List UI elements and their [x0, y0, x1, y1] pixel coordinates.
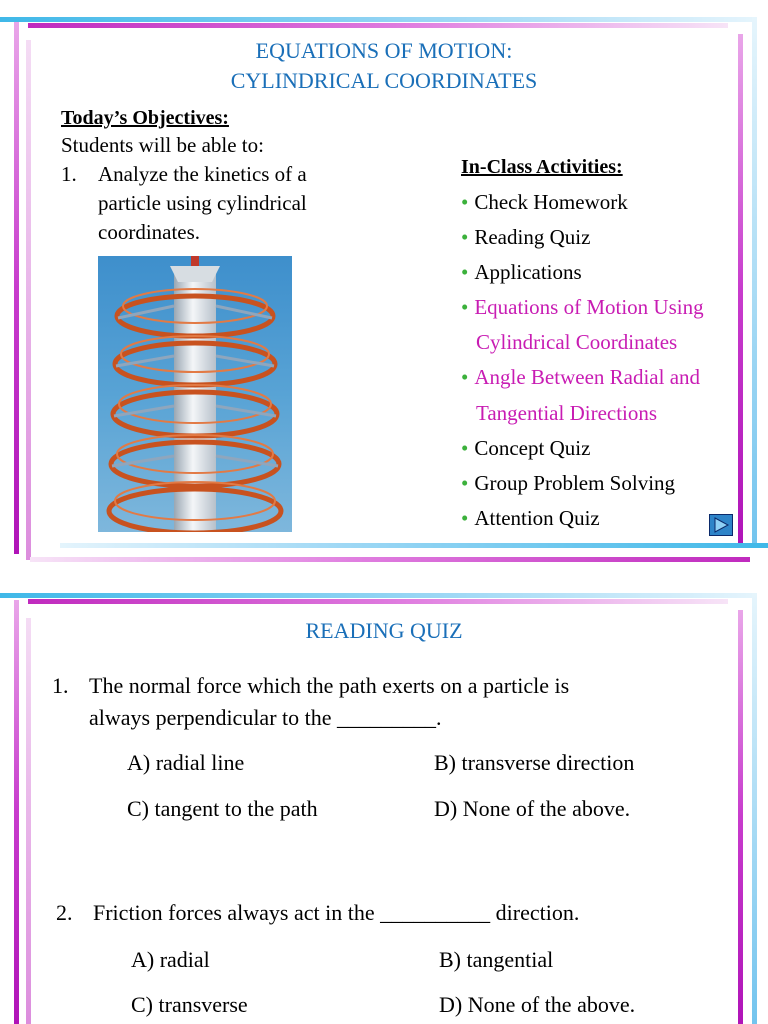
top-border-blue — [0, 593, 752, 598]
activity-item-highlighted: • Equations of Motion Using — [461, 295, 704, 319]
answer-option: B) tangential — [439, 947, 554, 972]
activity-item-highlighted: • Angle Between Radial and — [461, 365, 701, 389]
answer-option: D) None of the above. — [434, 796, 631, 821]
activity-item-continuation: Tangential Directions — [476, 401, 658, 425]
activity-item: • Reading Quiz — [461, 225, 591, 249]
bullet-icon: • — [461, 436, 469, 460]
left-border-pink — [14, 600, 19, 1024]
question-text: The normal force which the path exerts on a particle is — [89, 673, 570, 698]
right-border-pink — [738, 34, 743, 546]
slide-title-line2: CYLINDRICAL COORDINATES — [230, 68, 538, 93]
bottom-border-pink — [30, 557, 750, 562]
top-border-pink — [28, 23, 728, 28]
objective-line: Analyze the kinetics of a — [98, 162, 307, 186]
answer-option: C) transverse — [131, 992, 248, 1017]
spiral-tower-photo — [98, 256, 292, 532]
answer-option: A) radial — [131, 947, 210, 972]
top-border-blue — [0, 17, 752, 22]
answer-option: B) transverse direction — [434, 750, 635, 775]
left-border-light — [26, 40, 31, 560]
question-text: always perpendicular to the _________. — [89, 705, 442, 730]
activities-heading: In-Class Activities: — [461, 156, 623, 178]
question-text: Friction forces always act in the __________ direction. — [93, 900, 580, 925]
left-border-pink — [14, 22, 19, 554]
answer-option: A) radial line — [127, 750, 245, 775]
objectives-intro: Students will be able to: — [61, 133, 264, 157]
top-border-pink — [28, 599, 728, 604]
right-border-blue — [752, 17, 757, 547]
slide-reading-quiz — [0, 588, 768, 1024]
question-number: 1. — [52, 673, 69, 698]
bullet-icon: • — [461, 295, 469, 319]
answer-option: D) None of the above. — [439, 992, 636, 1017]
objective-line: coordinates. — [98, 220, 201, 244]
activity-item: • Check Homework — [461, 190, 628, 214]
right-border-blue — [752, 593, 757, 1024]
activity-item: • Attention Quiz — [461, 506, 600, 530]
bullet-icon: • — [461, 506, 469, 530]
right-border-pink — [738, 610, 743, 1024]
activity-item-continuation: Cylindrical Coordinates — [476, 330, 678, 354]
question-number: 2. — [56, 900, 73, 925]
bullet-icon: • — [461, 260, 469, 284]
slide-title-line1: EQUATIONS OF MOTION: — [255, 38, 513, 63]
bullet-icon: • — [461, 471, 469, 495]
activity-item: • Group Problem Solving — [461, 471, 676, 495]
objective-line: particle using cylindrical — [98, 191, 307, 215]
objectives-heading: Today’s Objectives: — [61, 107, 229, 129]
activity-item: • Concept Quiz — [461, 436, 591, 460]
objective-number: 1. — [61, 162, 77, 186]
slide-title: READING QUIZ — [305, 618, 463, 643]
activity-item: • Applications — [461, 260, 582, 284]
bullet-icon: • — [461, 190, 469, 214]
bullet-icon: • — [461, 365, 469, 389]
bottom-border-blue — [60, 543, 768, 548]
answer-option: C) tangent to the path — [127, 796, 318, 821]
next-slide-icon[interactable] — [709, 514, 733, 536]
left-border-light — [26, 618, 31, 1024]
bullet-icon: • — [461, 225, 469, 249]
